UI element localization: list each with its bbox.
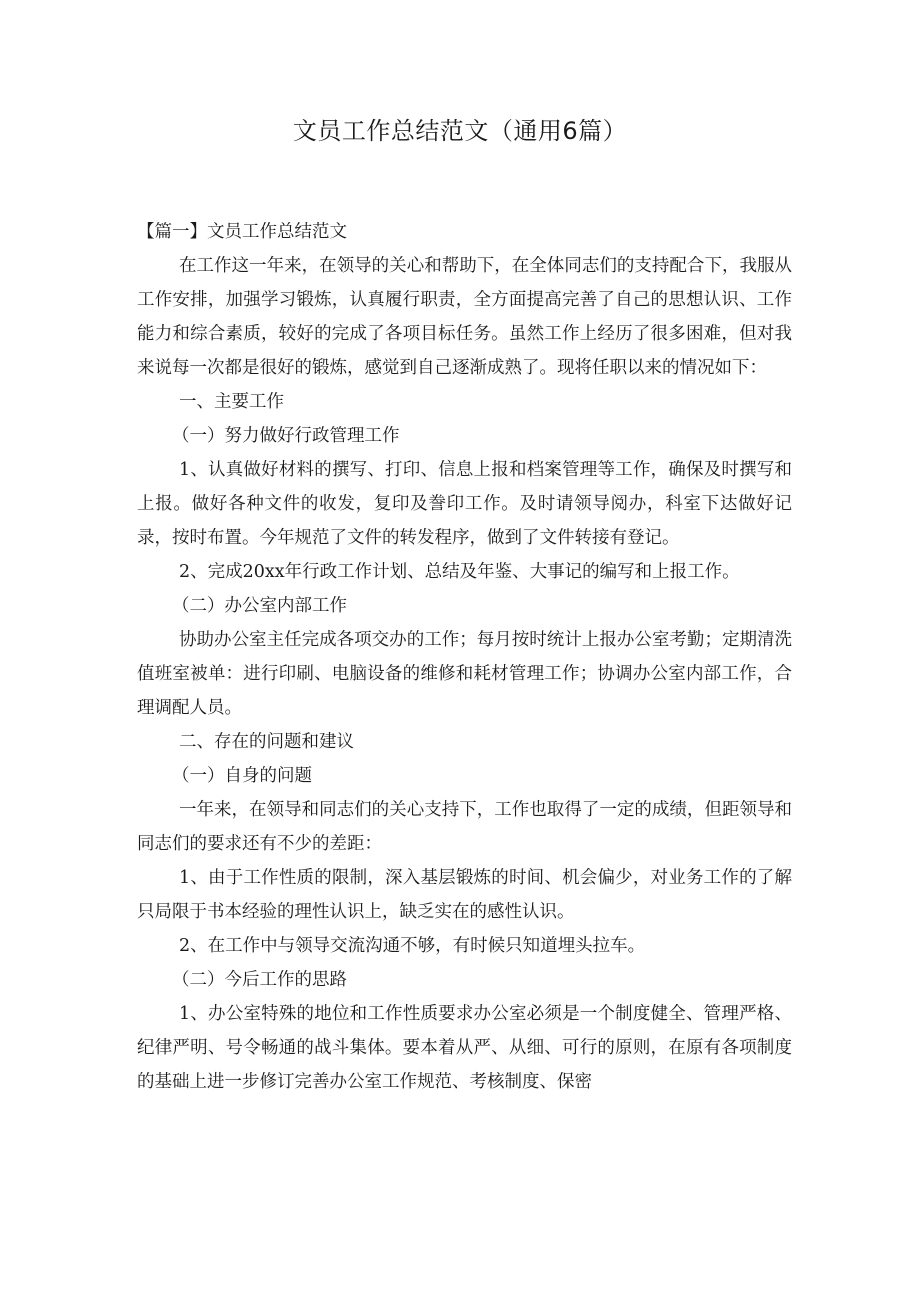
subheading-admin-work: （一）努力做好行政管理工作: [172, 426, 400, 446]
paragraph-future-1: 1、办公室特殊的地位和工作性质要求办公室必须是一个制度健全、管理严格、纪律严明、号令畅通的战斗集体。要本着从严、从细、可行的原则，在原有各项制度的基础上进一步修订完善办公室工作规范、考核制度、保密: [137, 1004, 792, 1092]
document-body: [137, 215, 792, 1099]
subheading-future-work: （二）今后工作的思路: [172, 970, 347, 990]
subheading-office-work: （二）办公室内部工作: [172, 596, 347, 616]
paragraph-self-1: 1、由于工作性质的限制，深入基层锻炼的时间、机会偏少，对业务工作的了解只局限于书本经验的理性认识上，缺乏实在的感性认识。: [137, 868, 792, 922]
paragraph-admin-1: 1、认真做好材料的撰写、打印、信息上报和档案管理等工作，确保及时撰写和上报。做好各种文件的收发，复印及誊印工作。及时请领导阅办，科室下达做好记录，按时布置。今年规范了文件的转发程序，做到了文件转接有登记。: [137, 460, 792, 548]
paragraph-admin-2: 2、完成20xx年行政工作计划、总结及年鉴、大事记的编写和上报工作。: [179, 562, 740, 582]
paragraph-self-intro: 一年来，在领导和同志们的关心支持下，工作也取得了一定的成绩，但距领导和同志们的要求还有不少的差距：: [137, 800, 792, 854]
paragraph-office: 协助办公室主任完成各项交办的工作；每月按时统计上报办公室考勤；定期清洗值班室被单：进行印刷、电脑设备的维修和耗材管理工作；协调办公室内部工作，合理调配人员。: [137, 630, 792, 718]
heading-problems: 二、存在的问题和建议: [179, 732, 354, 752]
paragraph-self-2: 2、在工作中与领导交流沟通不够，有时候只知道埋头拉车。: [179, 936, 646, 956]
subheading-self-problems: （一）自身的问题: [172, 766, 312, 786]
heading-main-work: 一、主要工作: [179, 392, 284, 412]
page-title: 文员工作总结范文（通用6篇）: [292, 117, 628, 145]
paragraph-intro: 在工作这一年来，在领导的关心和帮助下，在全体同志们的支持配合下，我服从工作安排，加强学习锻炼，认真履行职责，全方面提高完善了自己的思想认识、工作能力和综合素质，较好的完成了各项目标任务。虽然工作上经历了很多困难，但对我来说每一次都是很好的锻炼，感觉到自己逐渐成熟了。现将任职以来的情况如下：: [137, 256, 792, 378]
section-heading: 【篇一】文员工作总结范文: [137, 222, 347, 242]
